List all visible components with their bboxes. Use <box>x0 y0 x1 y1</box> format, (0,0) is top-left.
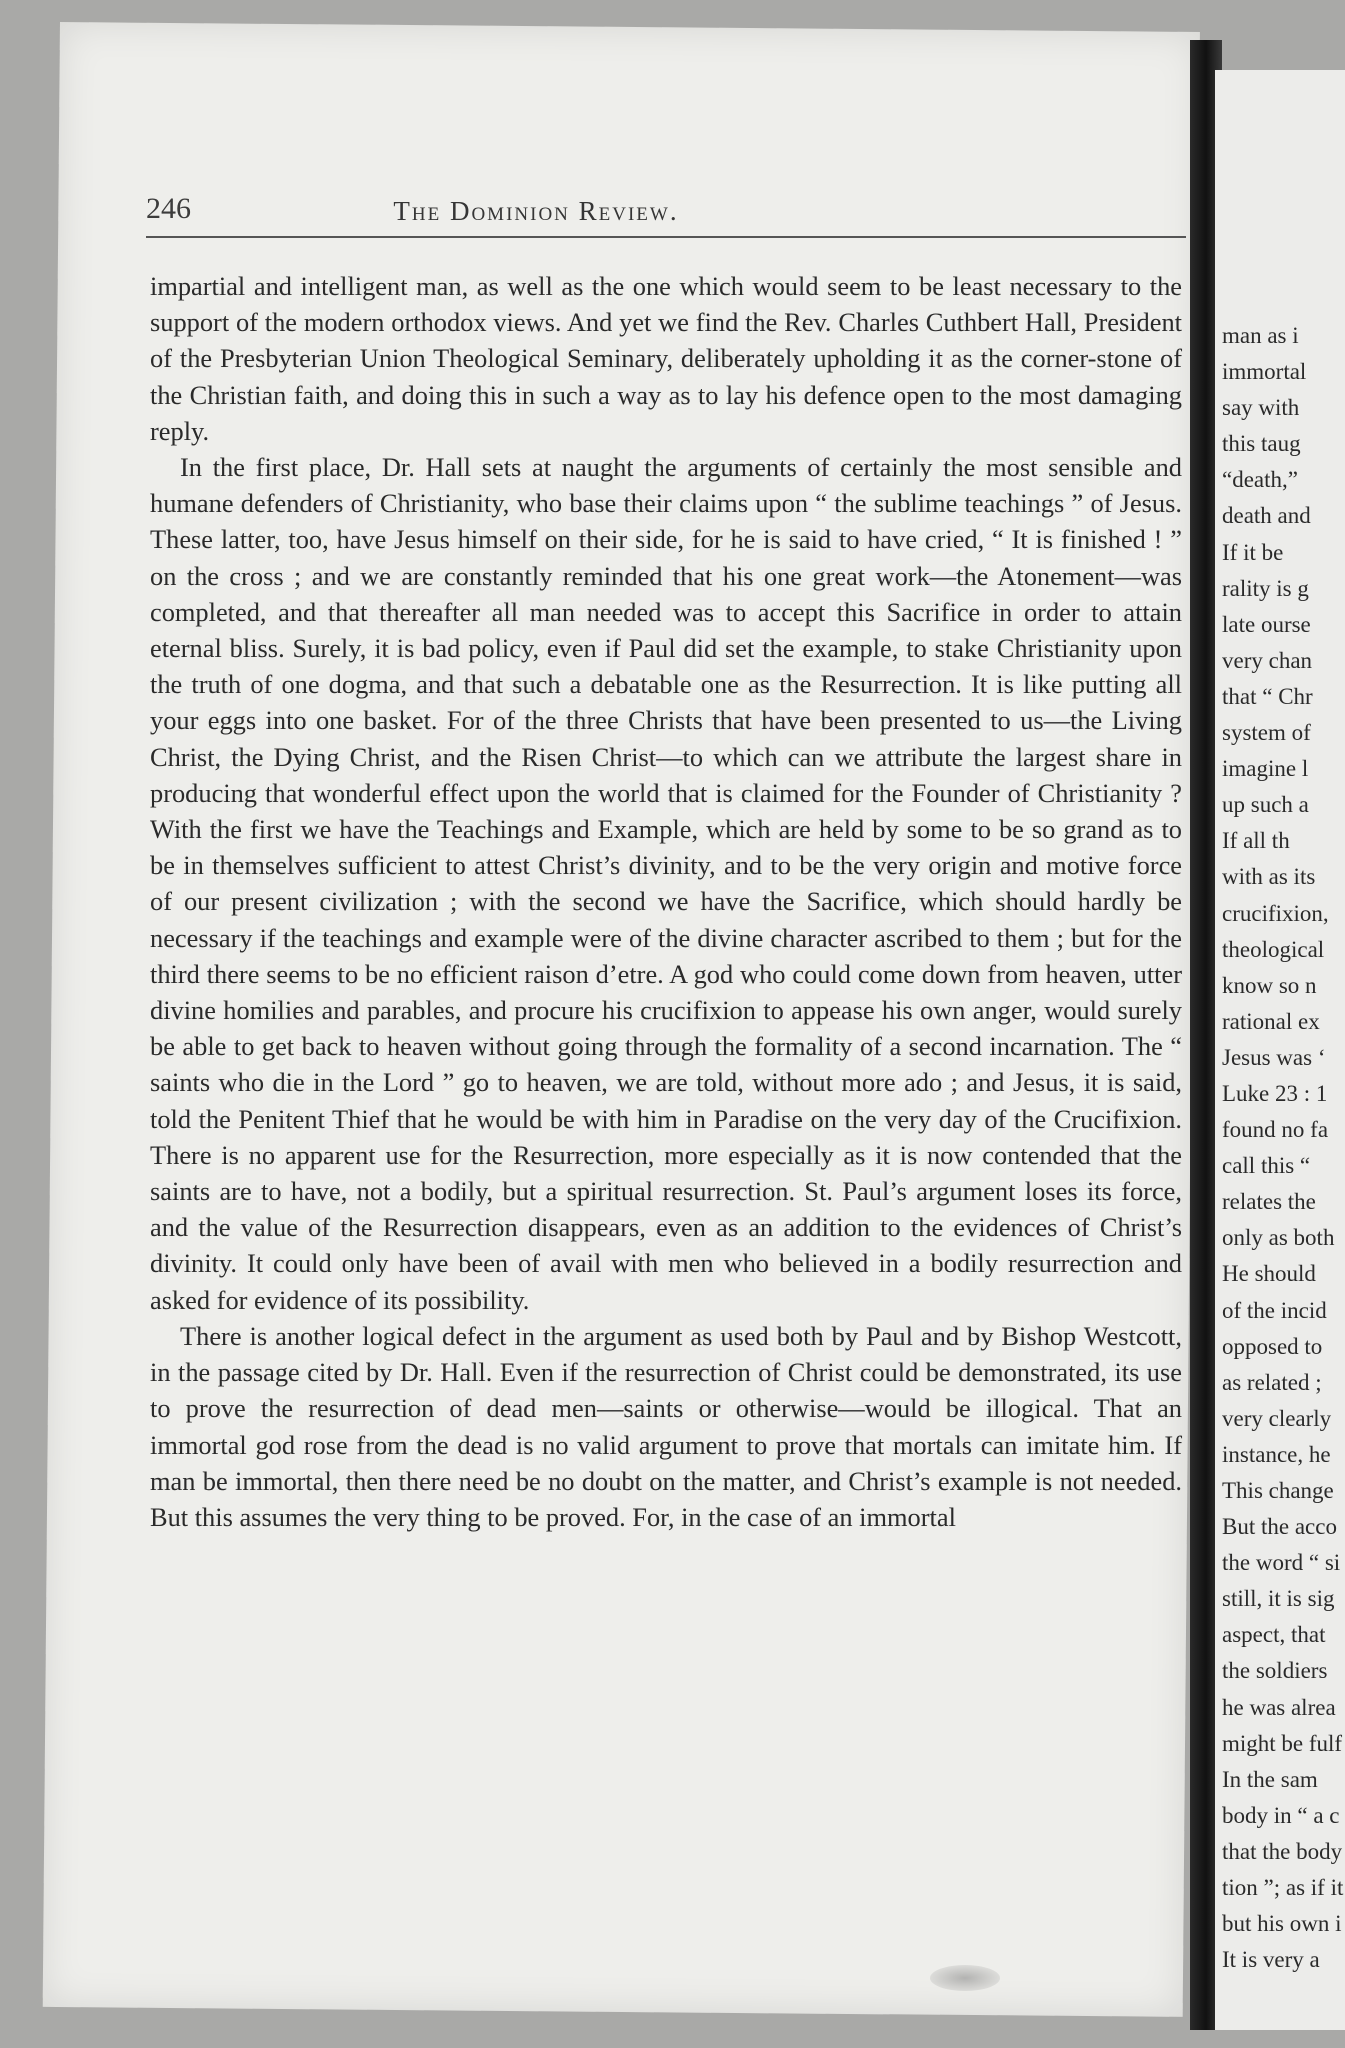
facing-page-line: body in “ a c <box>1222 1802 1340 1828</box>
page-number: 246 <box>146 192 191 225</box>
facing-page-line: rality is g <box>1222 575 1309 601</box>
facing-page-line: know so n <box>1222 972 1317 998</box>
facing-page-line: with as its <box>1222 864 1316 890</box>
page-header <box>146 178 1186 238</box>
facing-page-line: opposed to <box>1222 1333 1323 1359</box>
facing-page-line: of the incid <box>1222 1297 1327 1323</box>
paper-smudge <box>930 1965 1000 1991</box>
facing-page-line: theological <box>1222 936 1325 962</box>
facing-page-line: very chan <box>1222 647 1313 673</box>
facing-page-line: still, it is sig <box>1222 1586 1335 1612</box>
facing-page-line: as related ; <box>1222 1369 1322 1395</box>
facing-page-line: but his own i <box>1222 1911 1342 1937</box>
facing-page-line: he was alrea <box>1222 1694 1336 1720</box>
facing-page-line: up such a <box>1222 792 1309 818</box>
facing-page-line: He should <box>1222 1261 1316 1287</box>
facing-page-line: If all th <box>1222 828 1290 854</box>
paragraph: In the first place, Dr. Hall sets at naught the arguments of certainly the most sensible and humane defenders of Christianity, who base their claims upon “ the sublime teachings ” of Jesus. These latter, too, have Jesus himself on their side, for he is said to have cried, “ It is finished ! ” on the cross ; and we are constantly reminded that his one great work—the Atonement—was completed, and that thereafter all man needed was to accept this Sacrifice in order to attain eternal bliss. Surely, it is bad policy, even if Paul did set the example, to stake Christianity upon the truth of one dogma, and that such a debatable one as the Resurrection. It is like putting all your eggs into one basket. For of the three Christs that have been presented to us—the Living Christ, the Dying Christ, and the Risen Christ—to which can we attribute the largest share in producing that wonderful effect upon the world that is claimed for the Founder of Christianity ? With the first we have the Teachings and Example, which are held by some to be so grand as to be in themselves sufficient to attest Christ’s divinity, and to be the very origin and motive force of our present civilization ; with the second we have the Sacrifice, which should hardly be necessary if the teachings and example were of the divine character ascribed to them ; but for the third there seems to be no efficient raison d’etre. A god who could come down from heaven, utter divine homilies and parables, and procure his crucifixion to appease his own anger, would surely be able to get back to heaven without going through the formality of a second incarnation. The “ saints who die in the Lord ” go to heaven, we are told, without more ado ; and Jesus, it is said, told the Penitent Thief that he would be with him in Paradise on the very day of the Crucifixion. There is no apparent use for the Resurrection, more especially as it is now contended that the saints are to have, not a bodily, but a spiritual resurrection. St. Paul’s argument loses its force, and the value of the Resurrection disappears, even as an addition to the evidences of Christ’s divinity. It could only have been of avail with men who believed in a bodily resurrection and asked for evidence of its possibility. <box>150 452 1182 1315</box>
facing-page-line: aspect, that <box>1222 1622 1326 1648</box>
paragraph: impartial and intelligent man, as well as the one which would seem to be least necessary to the support of the modern orthodox views. And yet we find the Rev. Charles Cuthbert Hall, President of the Presbyterian Union Theological Seminary, deliberately upholding it as the corner-stone of the Christian faith, and doing this in such a way as to lay his defence open to the most damaging reply. <box>150 271 1182 446</box>
article-body <box>150 268 1182 1535</box>
facing-page-line: very clearly <box>1222 1405 1332 1431</box>
facing-page-line: system of <box>1222 720 1311 746</box>
facing-page-line: rational ex <box>1222 1008 1320 1034</box>
facing-page-line: found no fa <box>1222 1117 1329 1143</box>
facing-page-line: death and <box>1222 503 1311 529</box>
facing-page-line: It is very a <box>1222 1947 1320 1973</box>
facing-page-line: might be fulf <box>1222 1730 1343 1756</box>
facing-page-text <box>1222 318 1344 1978</box>
running-title: The Dominion Review. <box>393 196 679 226</box>
facing-page-line: call this “ <box>1222 1153 1311 1179</box>
paragraph: There is another logical defect in the argument as used both by Paul and by Bishop Westcott, in the passage cited by Dr. Hall. Even if the resurrection of Christ could be demonstrated, its use to prove the resurrection of dead men—saints or otherwise—would be illogical. That an immortal god rose from the dead is no valid argument to prove that mortals can imitate him. If man be immortal, then there need be no doubt on the matter, and Christ’s example is not needed. But this assumes the very thing to be proved. For, in the case of an immortal <box>150 1320 1182 1532</box>
facing-page-line: man as i <box>1222 323 1299 348</box>
facing-page-line: In the sam <box>1222 1766 1318 1792</box>
facing-page-line: tion ”; as if it <box>1222 1875 1344 1901</box>
facing-page-line: only as both <box>1222 1225 1335 1251</box>
facing-page-line: late ourse <box>1222 611 1311 637</box>
facing-page-line: This change <box>1222 1478 1334 1503</box>
facing-page-line: that the body <box>1222 1838 1343 1864</box>
facing-page-line: the soldiers <box>1222 1658 1328 1684</box>
facing-page-line: instance, he <box>1222 1441 1331 1467</box>
facing-page-line: But the acco <box>1222 1514 1337 1540</box>
facing-page-line: Luke 23 : 1 <box>1222 1080 1328 1106</box>
facing-page-line: immortal <box>1222 359 1307 385</box>
facing-page-line: crucifixion, <box>1222 900 1329 926</box>
facing-page-line: say with <box>1222 395 1300 421</box>
facing-page-line: imagine l <box>1222 756 1309 782</box>
facing-page-line: this taug <box>1222 431 1301 457</box>
facing-page-line: relates the <box>1222 1189 1316 1215</box>
facing-page-line: “death,” <box>1222 467 1298 493</box>
facing-page-line: If it be <box>1222 539 1284 565</box>
facing-page-line: the word “ si <box>1222 1550 1341 1576</box>
header-rule <box>146 236 1186 238</box>
facing-page-line: Jesus was ‘ <box>1222 1044 1326 1070</box>
facing-page-line: that “ Chr <box>1222 683 1313 709</box>
